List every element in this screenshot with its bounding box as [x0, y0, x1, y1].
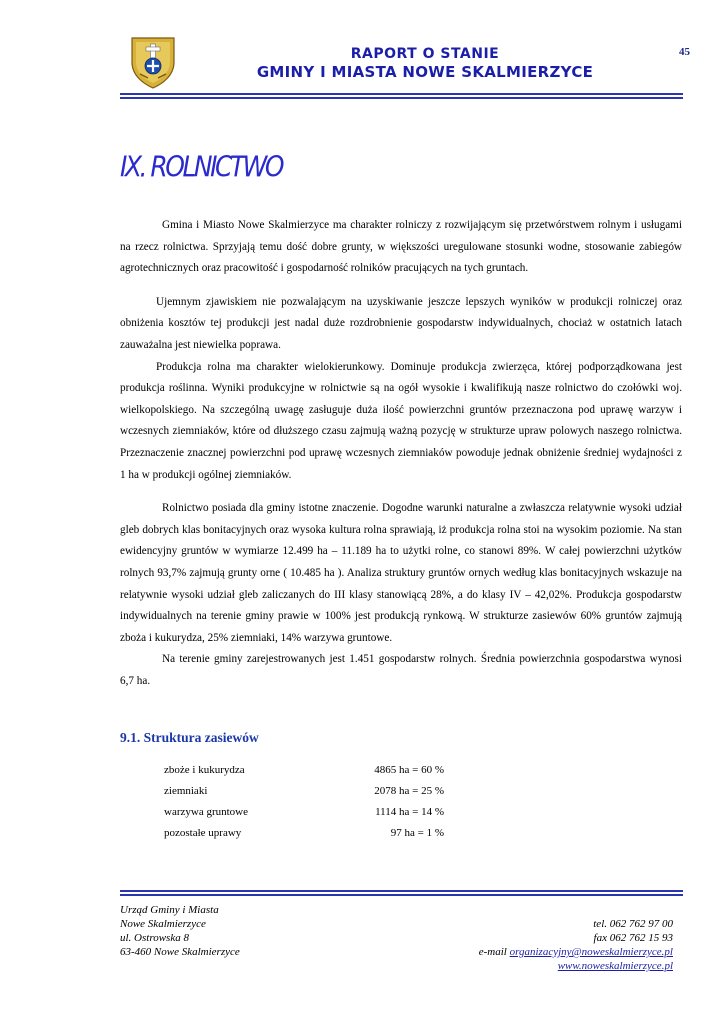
chapter-title: IX. ROLNICTWO — [120, 150, 283, 184]
crop-name: warzywa gruntowe — [164, 806, 248, 818]
crop-structure-table — [164, 764, 464, 848]
crop-value: 97 ha = 1 % — [390, 827, 444, 839]
crop-value: 4865 ha = 60 % — [374, 764, 444, 776]
footer-address-line: Urząd Gminy i Miasta — [120, 904, 219, 916]
footer-email-link[interactable]: organizacyjny@noweskalmierzyce.pl — [509, 946, 673, 958]
table-row — [164, 806, 464, 827]
crop-name: zboże i kukurydza — [164, 764, 245, 776]
report-title — [190, 46, 660, 82]
table-row — [164, 785, 464, 806]
footer-website-link[interactable]: www.noweskalmierzyce.pl — [557, 960, 673, 972]
paragraph: Ujemnym zjawiskiem nie pozwalającym na uzyskiwanie jeszcze lepszych wyników w produkcji rolniczej oraz obniżenia kosztów tej produkcji jest nadal duże rozdrobnienie gospodarstw indywidualnych, chociaż w ostatnich latach zauważalna jest niewielka poprawa. — [120, 295, 682, 351]
footer-fax: fax 062 762 15 93 — [593, 932, 673, 944]
header-rule — [120, 93, 683, 100]
table-row — [164, 764, 464, 785]
footer-address-line: Nowe Skalmierzyce — [120, 918, 206, 930]
paragraph: Produkcja rolna ma charakter wielokierunkowy. Dominuje produkcja zwierzęca, której podporządkowana jest produkcja roślinna. Wyniki produkcyjne w rolnictwie są na ogół wysokie i kwalifikują nasze rolnictwo do czołówki woj. wielkopolskiego. Na szczególną uwagę zasługuje duża ilość powierzchni gruntów przeznaczona pod uprawę warzyw i wczesnych ziemniaków, które od dłuższego czasu zajmują ważną pozycję w strukturze upraw polowych naszego rolnictwa. Przeznaczenie znacznej powierzchni pod uprawę wczesnych ziemniaków powoduje jednak obniżenie średniej wydajności z 1 ha w produkcji ogólnej ziemniaków. — [120, 360, 682, 481]
report-title-line1: RAPORT O STANIE — [350, 46, 500, 62]
footer-rule — [120, 890, 683, 897]
footer-address-line: ul. Ostrowska 8 — [120, 932, 189, 944]
crop-value: 1114 ha = 14 % — [375, 806, 444, 818]
paragraph: Na terenie gminy zarejestrowanych jest 1.451 gospodarstw rolnych. Średnia powierzchnia gospodarstwa wynosi 6,7 ha. — [120, 653, 682, 687]
crop-value: 2078 ha = 25 % — [374, 785, 444, 797]
footer-email-line — [479, 945, 673, 959]
footer-email-label: e-mail — [478, 946, 507, 958]
table-row — [164, 827, 464, 848]
section-title: 9.1. Struktura zasiewów — [120, 730, 259, 745]
report-title-line2: GMINY I MIASTA NOWE SKALMIERZYCE — [256, 63, 594, 81]
body-text — [120, 215, 682, 692]
footer-phone: tel. 062 762 97 00 — [593, 918, 673, 930]
page-number: 45 — [679, 46, 690, 58]
coat-of-arms-icon — [128, 34, 178, 90]
paragraph: Gmina i Miasto Nowe Skalmierzyce ma charakter rolniczy z rozwijającym się przetwórstwem rolnym i usługami na rzecz rolnictwa. Sprzyjają temu dość dobre grunty, w większości uregulowane stosunki wodne, stosowanie zabiegów agrotechnicznych oraz pracowitość i gospodarność rolników pracujących na tych gruntach. — [120, 219, 682, 275]
paragraph: Rolnictwo posiada dla gminy istotne znaczenie. Dogodne warunki naturalne a zwłaszcza relatywnie wysoki udział gleb dobrych klas bonitacyjnych oraz wysoka kultura rolna sprawiają, iż produkcja rolna stoi na wysokim poziomie. Na stan ewidencyjny gruntów w wymiarze 12.499 ha – 11.189 ha to użytki rolne, co stanowi 89%. W całej powierzchni użytków rolnych 93,7% zajmują grunty orne ( 10.485 ha ). Analiza struktury gruntów ornych według klas bonitacyjnych wskazuje na relatywnie wysoki udział gleb zaliczanych do III klasy stanowiącą 28%, a do klasy IV – 42,02%. Produkcja gospodarstw indywidualnych na terenie gminy prawie w 100% jest produkcją rynkową. W strukturze zasiewów 60% gruntów zajmują zboża i kukurydza, 25% ziemniaki, 14% warzywa gruntowe. — [120, 502, 682, 644]
footer-address-line: 63-460 Nowe Skalmierzyce — [120, 946, 240, 958]
footer-contact — [479, 917, 673, 973]
crop-name: ziemniaki — [164, 785, 208, 797]
footer-address — [120, 903, 240, 959]
crop-name: pozostałe uprawy — [164, 827, 242, 839]
